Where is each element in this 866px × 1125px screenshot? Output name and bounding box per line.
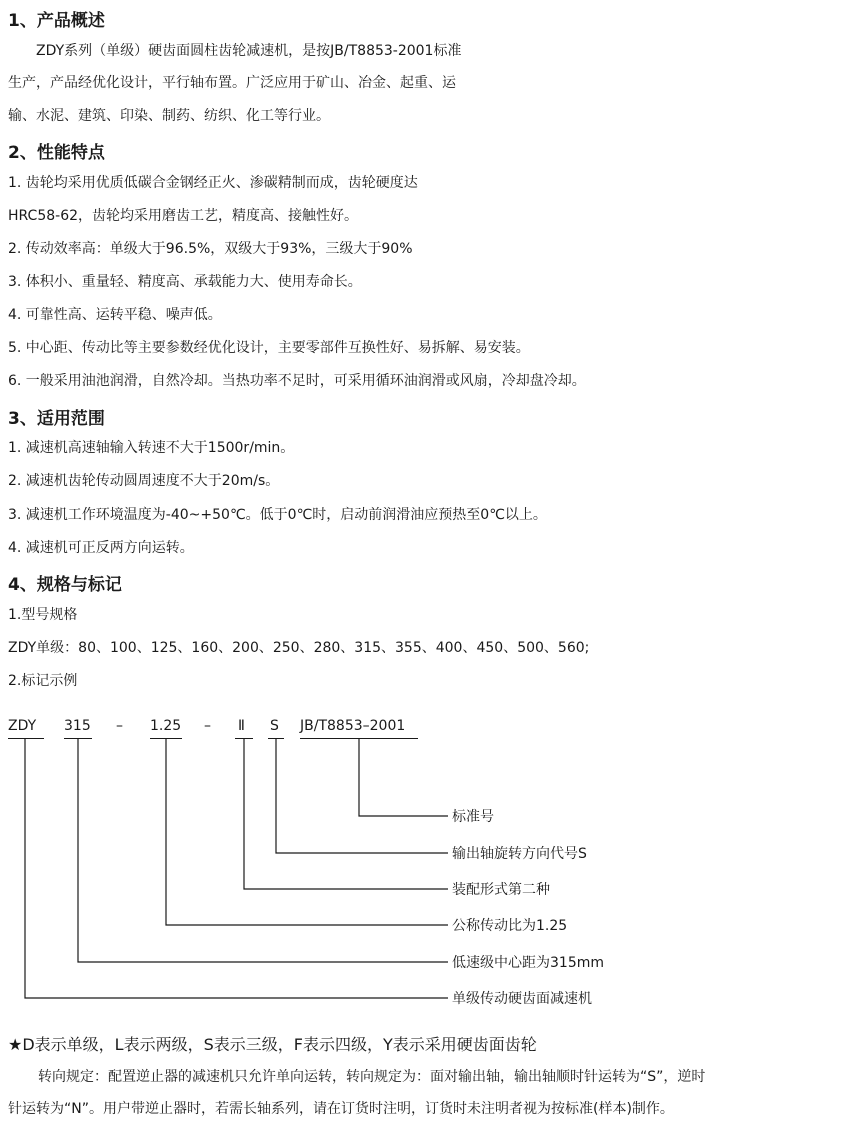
label-assembly: 装配形式第二种 <box>452 882 550 898</box>
label-ratio: 公称传动比为1.25 <box>452 918 568 934</box>
leader-ratio <box>166 738 448 925</box>
scope-line-2: 2. 减速机齿轮传动圆周速度不大于20m/s。 <box>8 473 280 489</box>
scope-line-4: 4. 减速机可正反两方向运转。 <box>8 540 194 556</box>
spec-line-2: ZDY单级：80、100、125、160、200、250、280、315、355、400、450、500、560; <box>8 640 590 656</box>
overview-line-3: 输、水泥、建筑、印染、制药、纺织、化工等行业。 <box>8 108 330 124</box>
code-assembly: Ⅱ <box>238 718 245 734</box>
label-center-distance: 低速级中心距为315mm <box>452 955 604 971</box>
section-heading-features: 2、性能特点 <box>8 143 105 163</box>
features-line-7: 6. 一般采用油池润滑，自然冷却。当热功率不足时，可采用循环油润滑或风扇，冷却盘冷却。 <box>8 373 586 389</box>
section-heading-scope: 3、适用范围 <box>8 409 105 429</box>
overview-line-2: 生产，产品经优化设计，平行轴布置。广泛应用于矿山、冶金、起重、运 <box>8 75 456 91</box>
features-line-4: 3. 体积小、重量轻、精度高、承载能力大、使用寿命长。 <box>8 274 362 290</box>
code-dash-2: – <box>204 718 211 734</box>
leader-standard <box>359 738 448 816</box>
label-model: 单级传动硬齿面减速机 <box>452 991 592 1007</box>
features-line-3: 2. 传动效率高：单级大于96.5%，双级大于93%，三级大于90% <box>8 241 413 257</box>
code-model: ZDY <box>8 718 37 734</box>
note-rotation-line-1: 转向规定：配置逆止器的减速机只允许单向运转，转向规定为：面对输出轴，输出轴顺时针运转为“S”，逆时 <box>38 1069 706 1085</box>
code-rotation: S <box>270 718 279 734</box>
section-heading-spec: 4、规格与标记 <box>8 575 122 595</box>
note-rotation-line-2: 针运转为“N”。用户带逆止器时，若需长轴系列，请在订货时注明，订货时未注明者视为按标准(样本)制作。 <box>8 1101 674 1117</box>
leader-rotation <box>276 738 448 853</box>
note-star: ★D表示单级，L表示两级，S表示三级，F表示四级，Y表示采用硬齿面齿轮 <box>8 1035 537 1054</box>
features-line-5: 4. 可靠性高、运转平稳、噪声低。 <box>8 307 222 323</box>
code-standard: JB/T8853–2001 <box>300 718 406 734</box>
code-center-distance: 315 <box>64 718 91 734</box>
leader-center-distance <box>78 738 448 962</box>
label-rotation: 输出轴旋转方向代号S <box>452 846 587 862</box>
spec-line-3: 2.标记示例 <box>8 673 78 689</box>
features-line-1: 1. 齿轮均采用优质低碳合金钢经正火、渗碳精制而成，齿轮硬度达 <box>8 175 418 191</box>
features-line-6: 5. 中心距、传动比等主要参数经优化设计，主要零部件互换性好、易拆解、易安装。 <box>8 340 530 356</box>
scope-line-3: 3. 减速机工作环境温度为-40~+50℃。低于0℃时，启动前润滑油应预热至0℃以上。 <box>8 507 547 523</box>
code-dash-1: – <box>116 718 123 734</box>
spec-line-1: 1.型号规格 <box>8 607 78 623</box>
features-line-2: HRC58-62，齿轮均采用磨齿工艺，精度高、接触性好。 <box>8 208 359 224</box>
leader-assembly <box>244 738 448 889</box>
code-ratio: 1.25 <box>150 718 182 734</box>
label-standard: 标准号 <box>452 809 494 825</box>
scope-line-1: 1. 减速机高速轴输入转速不大于1500r/min。 <box>8 440 295 456</box>
section-heading-overview: 1、产品概述 <box>8 11 105 31</box>
leader-model <box>25 738 448 998</box>
overview-line-1: ZDY系列（单级）硬齿面圆柱齿轮减速机，是按JB/T8853-2001标准 <box>36 43 462 59</box>
